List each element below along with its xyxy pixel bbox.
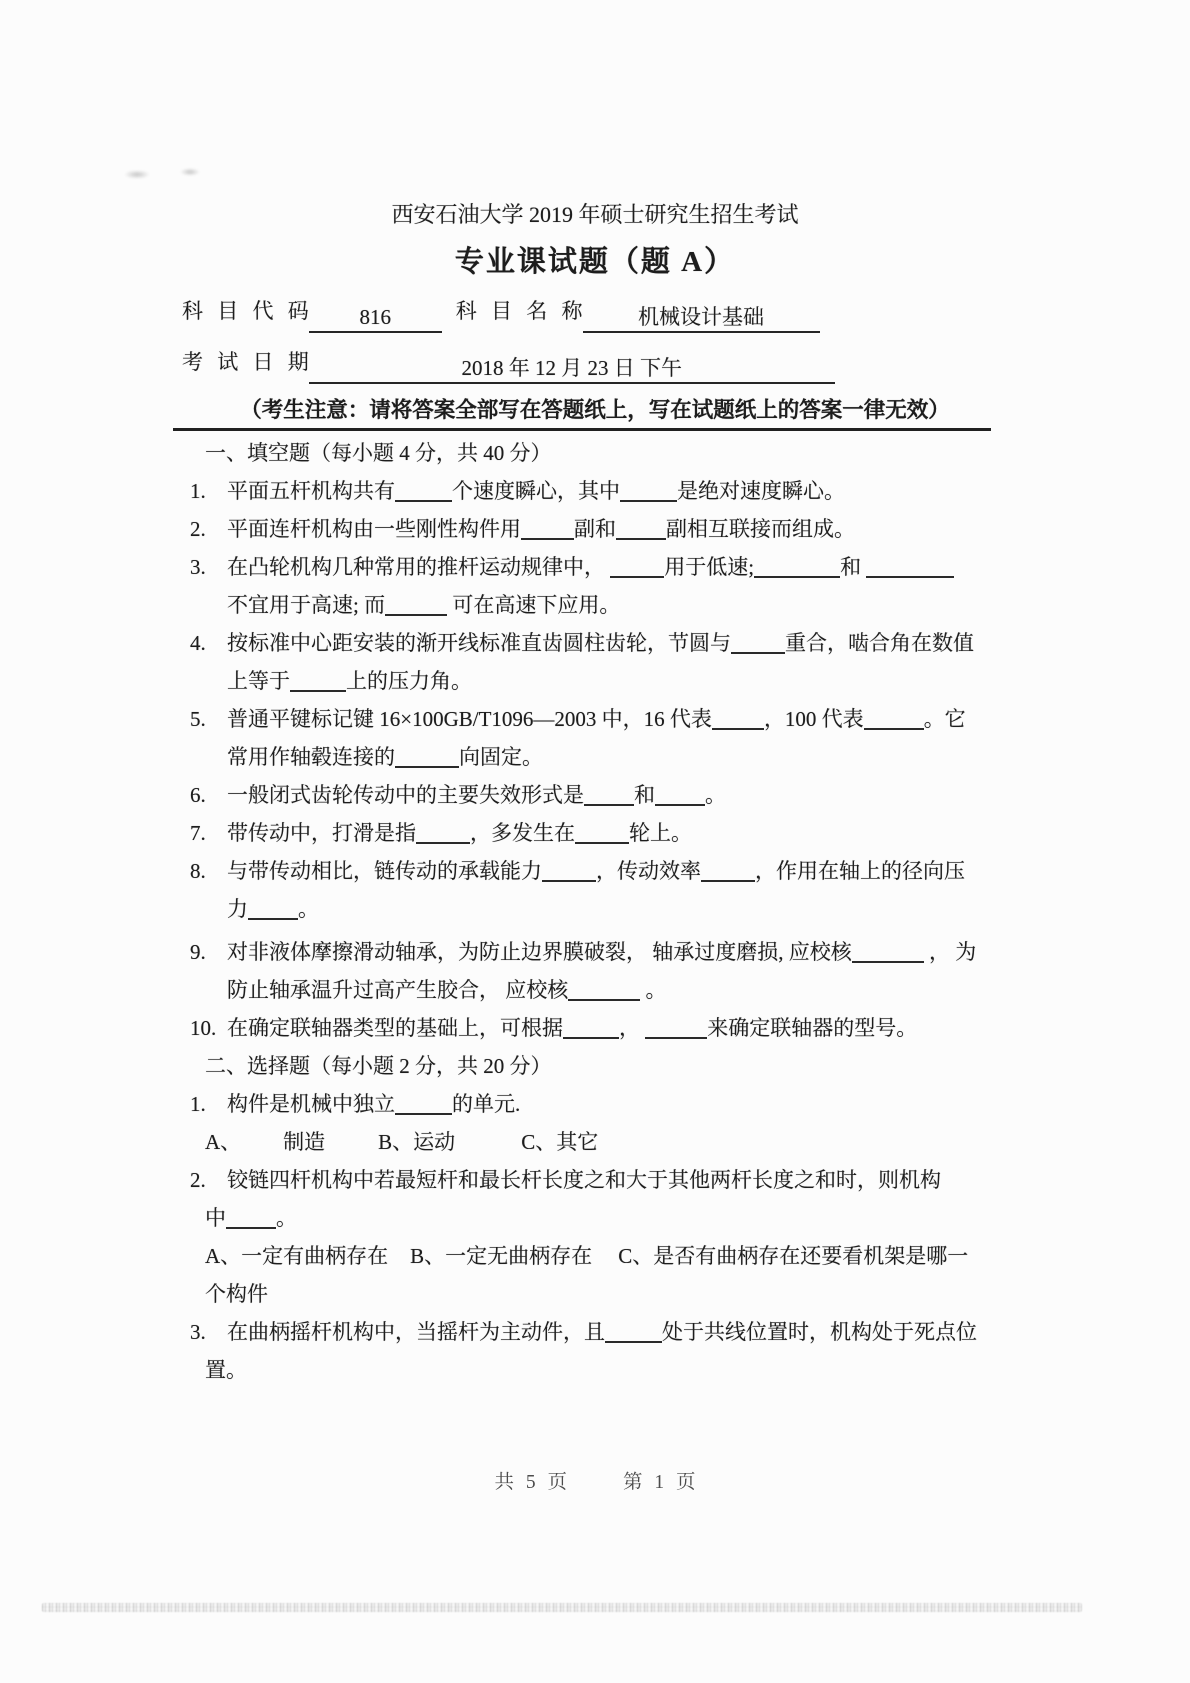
choice-2-line1	[0, 1161, 1190, 1199]
fill-8-line1	[0, 852, 1190, 890]
fill-9-line2	[0, 971, 1190, 1009]
text-run: 常用作轴毂连接的	[227, 745, 395, 769]
text-run: 。	[276, 1206, 297, 1230]
text-run: ， 为	[923, 940, 977, 964]
blank-underline	[416, 822, 470, 844]
text-run: 副和	[574, 517, 616, 541]
fill-10	[0, 1009, 1190, 1047]
text-run: 力	[227, 897, 248, 921]
blank-underline	[395, 1093, 452, 1115]
text-run: 一般闭式齿轮传动中的主要失效形式是	[227, 783, 584, 807]
choice-2-options-line1	[0, 1237, 1190, 1275]
fill-5-line1	[0, 700, 1190, 738]
text-run: 铰链四杆机构中若最短杆和最长杆长度之和大于其他两杆长度之和时，则机构	[227, 1168, 941, 1192]
text-run: 用于低速;	[664, 555, 755, 579]
section1-header	[0, 434, 1190, 472]
blank-underline	[568, 979, 640, 1001]
text-run: 制造	[283, 1130, 326, 1154]
fill-5-line1-number: 5.	[190, 707, 206, 731]
section2-header	[0, 1047, 1190, 1085]
text-run: 防止轴承温升过高产生胶合， 应校核	[227, 978, 569, 1002]
text-run: B、运动	[378, 1130, 456, 1154]
fill-1-number: 1.	[190, 479, 206, 503]
text-run: 可在高速下应用。	[447, 593, 621, 617]
blank-underline	[290, 670, 346, 692]
fill-2-number: 2.	[190, 517, 206, 541]
text-run: ，作用在轴上的径向压	[755, 859, 965, 883]
page-footer	[0, 1466, 1190, 1494]
choice-3-line1	[0, 1313, 1190, 1351]
header-divider-rule	[173, 428, 991, 431]
blank-underline	[521, 518, 574, 540]
text-run: 是绝对速度瞬心。	[677, 479, 845, 503]
text-run: 来确定联轴器的型号。	[707, 1016, 918, 1040]
scan-smudge	[124, 170, 150, 179]
fill-8-line1-number: 8.	[190, 859, 206, 883]
text-run: C、是否有曲柄存在还要看机架是哪一	[618, 1244, 969, 1268]
exam-session-title: 西安石油大学 2019 年硕士研究生招生考试	[391, 202, 799, 227]
blank-underline	[584, 784, 634, 806]
fill-4-line1-number: 4.	[190, 631, 206, 655]
text-run: A、一定有曲柄存在	[205, 1244, 389, 1268]
exam-date-label: 考 试 日 期	[182, 350, 309, 374]
blank-underline	[655, 784, 705, 806]
blank-underline	[701, 860, 755, 882]
text-run: 不宜用于高速; 而	[227, 593, 386, 617]
text-run: ，传动效率	[596, 859, 701, 883]
text-run: 带传动中，打滑是指	[227, 821, 416, 845]
text-run: 向固定。	[459, 745, 543, 769]
fill-6	[0, 776, 1190, 814]
text-run: 普通平键标记键 16×100GB/T1096—2003 中，16 代表	[227, 707, 712, 731]
fill-8-line2	[0, 890, 1190, 928]
text-run: 。它	[923, 707, 966, 731]
blank-underline	[731, 632, 785, 654]
text-run: 按标准中心距安装的渐开线标准直齿圆柱齿轮，节圆与	[227, 631, 731, 655]
fill-1	[0, 472, 1190, 510]
text-run: ，	[619, 1016, 646, 1040]
text-run: 在确定联轴器类型的基础上，可根据	[227, 1016, 563, 1040]
fill-4-line2	[0, 662, 1190, 700]
text-run: 平面连杆机构由一些刚性构件用	[227, 517, 521, 541]
text-run: 的单元.	[452, 1092, 521, 1116]
paper-title: 专业课试题（题 A）	[454, 246, 736, 278]
blank-underline	[864, 708, 924, 730]
subject-row	[182, 296, 1190, 333]
text-run: A、	[205, 1130, 242, 1154]
text-run: 二、选择题（每小题 2 分，共 20 分）	[205, 1054, 552, 1078]
subject-name-label: 科 目 名 称	[455, 299, 583, 323]
blank-underline	[605, 1321, 662, 1343]
blank-underline	[610, 556, 664, 578]
fill-7	[0, 814, 1190, 852]
text-run: 。	[705, 783, 726, 807]
blank-underline	[395, 480, 452, 502]
text-run: 在凸轮机构几种常用的推杆运动规律中，	[227, 555, 611, 579]
fill-10-number: 10.	[190, 1016, 217, 1040]
text-run: 构件是机械中独立	[227, 1092, 395, 1116]
scan-smudge	[180, 168, 200, 176]
footer-current-page: 第 1 页	[623, 1472, 696, 1493]
candidate-notice: （考生注意：请将答案全部写在答题纸上，写在试题纸上的答案一律无效）	[240, 398, 950, 422]
body-lines	[0, 434, 1190, 1389]
text-run: 。	[298, 897, 319, 921]
blank-underline	[395, 746, 459, 768]
choice-1	[0, 1085, 1190, 1123]
choice-2-line2	[0, 1199, 1190, 1237]
blank-underline	[616, 518, 666, 540]
text-run: 。	[640, 978, 667, 1002]
blank-underline	[852, 941, 924, 963]
fill-4-line1	[0, 624, 1190, 662]
blank-underline	[620, 480, 677, 502]
fill-7-number: 7.	[190, 821, 206, 845]
text-run: C、其它	[521, 1130, 599, 1154]
choice-1-options	[0, 1123, 1190, 1161]
text-run: 与带传动相比，链传动的承载能力	[227, 859, 542, 883]
blank-underline	[712, 708, 764, 730]
text-run: 置。	[205, 1358, 247, 1382]
fill-2	[0, 510, 1190, 548]
choice-3-line1-number: 3.	[190, 1320, 206, 1344]
fill-9-line1	[0, 933, 1190, 971]
text-run: 处于共线位置时，机构处于死点位	[662, 1320, 977, 1344]
fill-9-line1-number: 9.	[190, 940, 206, 964]
choice-1-number: 1.	[190, 1092, 206, 1116]
text-run: 个构件	[205, 1282, 268, 1306]
text-run: 和	[840, 555, 867, 579]
fill-6-number: 6.	[190, 783, 206, 807]
fill-3-line1-number: 3.	[190, 555, 206, 579]
text-run: 一、填空题（每小题 4 分，共 40 分）	[205, 441, 552, 465]
blank-underline	[542, 860, 596, 882]
text-run: 上的压力角。	[346, 669, 472, 693]
choice-2-line1-number: 2.	[190, 1168, 206, 1192]
text-run: 和	[634, 783, 655, 807]
fill-3-line1	[0, 548, 1190, 586]
fill-3-line2	[0, 586, 1190, 624]
blank-underline	[575, 822, 629, 844]
fill-5-line2	[0, 738, 1190, 776]
exam-date-row	[182, 347, 1190, 384]
blank-underline	[248, 898, 298, 920]
blank-underline	[563, 1017, 619, 1039]
text-run: 对非液体摩擦滑动轴承，为防止边界膜破裂， 轴承过度磨损, 应校核	[227, 940, 852, 964]
text-run: ，多发生在	[470, 821, 575, 845]
scan-noise-artifact	[42, 1603, 1082, 1612]
subject-code-label: 科 目 代 码	[182, 299, 309, 323]
text-run: 中	[205, 1206, 226, 1230]
blank-underline	[226, 1207, 276, 1229]
text-run: 重合，啮合角在数值	[785, 631, 974, 655]
subject-name-value: 机械设计基础	[583, 304, 820, 333]
blank-underline	[866, 556, 954, 578]
text-run: 个速度瞬心，其中	[452, 479, 620, 503]
text-run: 平面五杆机构共有	[227, 479, 395, 503]
subject-code-value: 816	[309, 304, 442, 333]
text-run: B、一定无曲柄存在	[410, 1244, 593, 1268]
blank-underline	[645, 1017, 707, 1039]
text-run: 轮上。	[629, 821, 692, 845]
blank-underline	[385, 594, 447, 616]
text-run: 副相互联接而组成。	[666, 517, 855, 541]
choice-3-line2	[0, 1351, 1190, 1389]
choice-2-options-line2	[0, 1275, 1190, 1313]
exam-date-value: 2018 年 12 月 23 日 下午	[309, 355, 835, 384]
blank-underline	[754, 556, 840, 578]
text-run: 上等于	[227, 669, 290, 693]
footer-total-pages: 共 5 页	[494, 1472, 567, 1493]
text-run: ，100 代表	[763, 707, 864, 731]
text-run: 在曲柄摇杆机构中，当摇杆为主动件，且	[227, 1320, 605, 1344]
